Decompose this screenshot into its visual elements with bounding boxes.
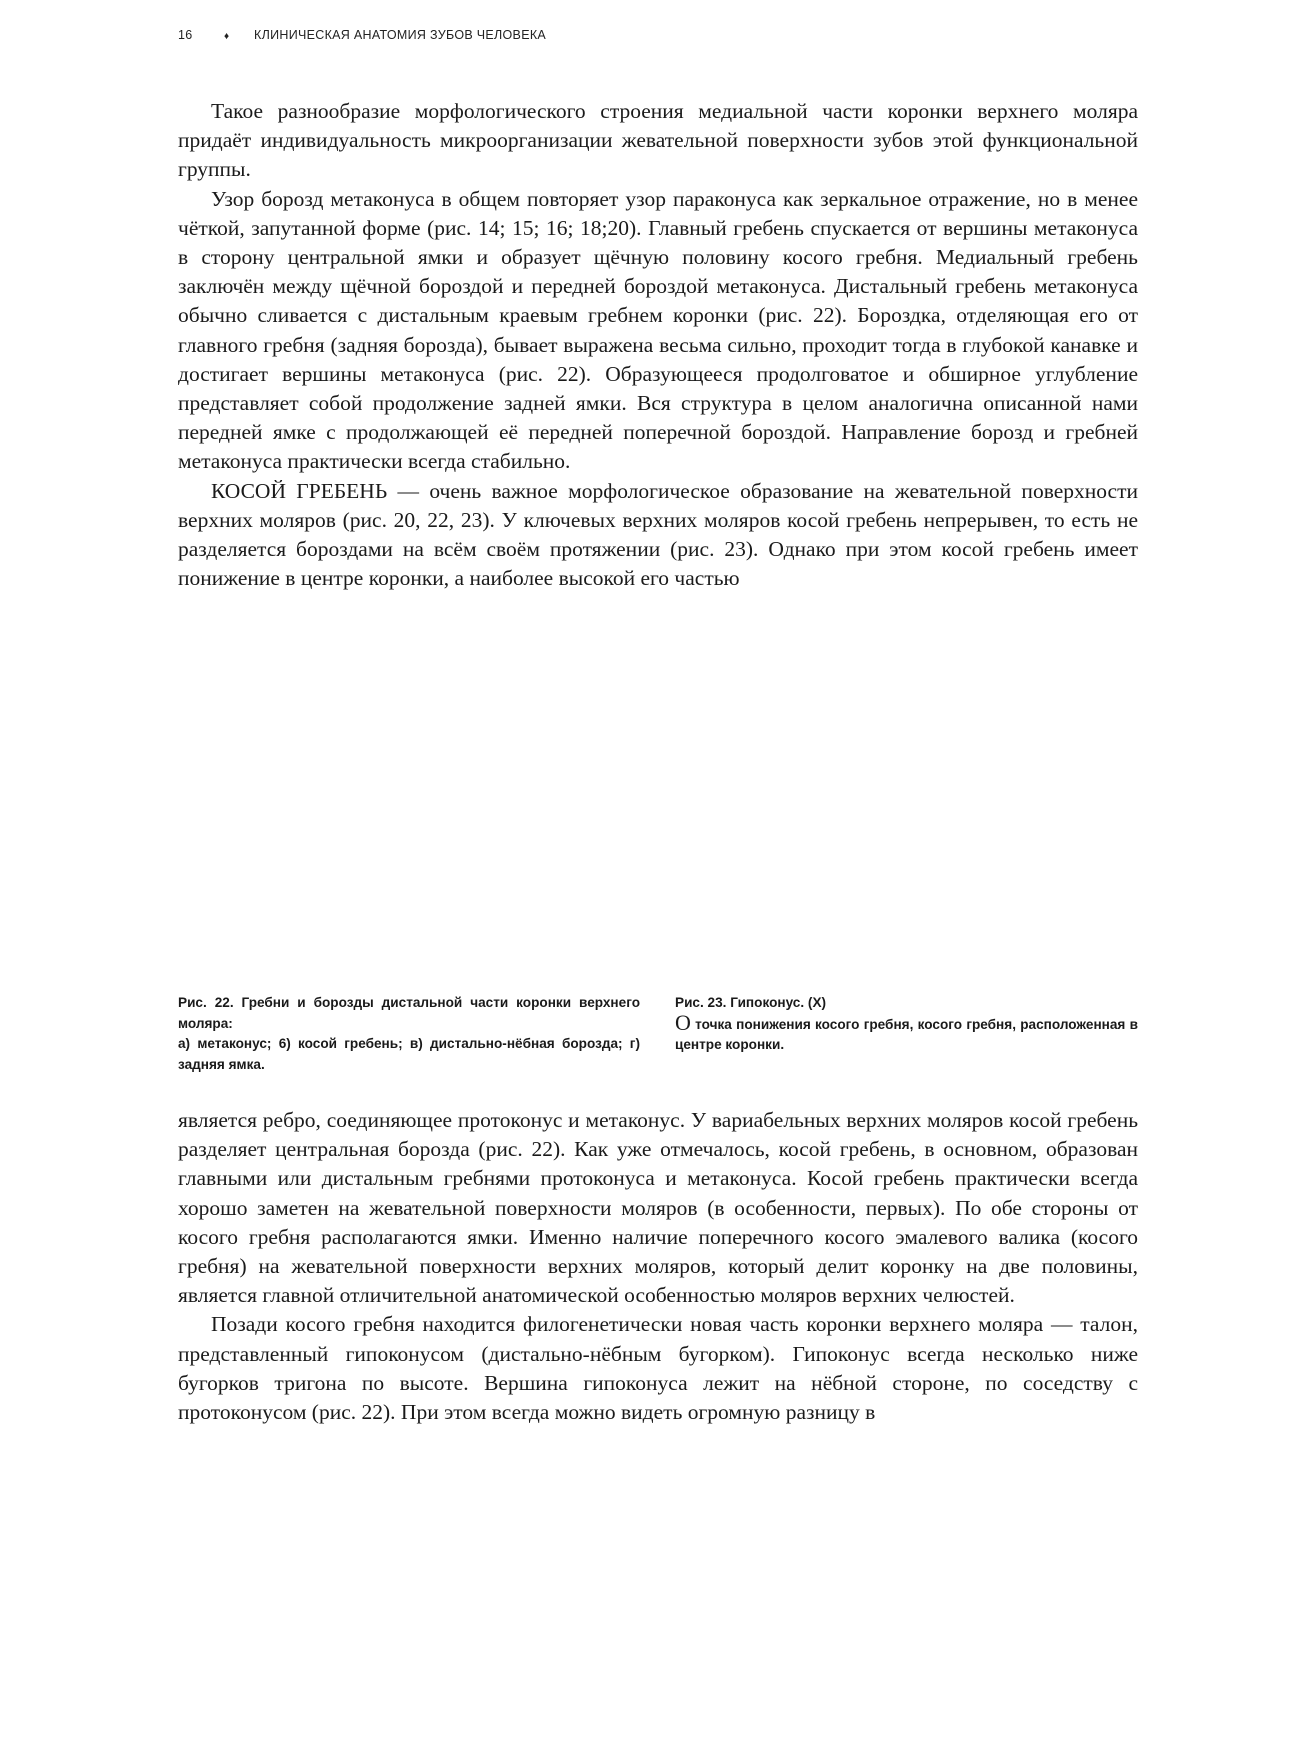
body-text-top [178, 97, 1138, 593]
paragraph-continued: является ребро, соединяющее протоконус и метаконус. У вариабельных верхних моляров косой гребень разделяет центральная борозда (рис. 22). Как уже отмечалось, косой гребень, в основном, образован главными или дистальным гребнями протоконуса и метаконуса. Косой гребень практически всегда хорошо заметен на жевательной поверхности моляров (в особенности, первых). По обе стороны от косого гребня располагаются ямки. Именно наличие поперечного косого эмалевого валика (косого гребня) на жевательной поверхности верхних моляров, который делит коронку на две половины, является главной отличительной анатомической особенностью моляров верхних челюстей. [178, 1108, 1138, 1308]
figure-23-legend: точка понижения косого гребня, косого гребня, расположенная в центре коронки. [675, 1016, 1138, 1052]
body-text-bottom [178, 1106, 1138, 1427]
running-header [178, 28, 546, 42]
paragraph: КОСОЙ ГРЕБЕНЬ — очень важное морфологическое образование на жевательной поверхности верхних моляров (рис. 20, 22, 23). У ключевых верхних моляров косой гребень непрерывен, то есть не разделяется бороздами на всём своём протяжении (рис. 23). Однако при этом косой гребень имеет понижение в центре коронки, а наиболее высокой его частью [178, 478, 1138, 591]
figure-22-caption [178, 993, 640, 1075]
figure-22-legend: а) метаконус; 6) косой гребень; в) дистально-нёбная борозда; г) задняя ямка. [178, 1036, 640, 1072]
header-separator: ♦ [224, 31, 230, 42]
figure-23-caption [675, 993, 1138, 1056]
page-number: 16 [178, 28, 193, 42]
figure-22-title: Рис. 22. Гребни и борозды дистальной части коронки верхнего моляра: [178, 995, 640, 1031]
figure-23-title: Рис. 23. Гипоконус. (X) [675, 995, 827, 1010]
paragraph: Такое разнообразие морфологического строения медиальной части коронки верхнего моляра придаёт индивидуальность микроорганизации жевательной поверхности зубов этой функциональной группы. [178, 99, 1138, 182]
figure-23-legend-row [675, 1009, 1138, 1056]
circle-mark-symbol: О [675, 1009, 691, 1035]
running-title: КЛИНИЧЕСКАЯ АНАТОМИЯ ЗУБОВ ЧЕЛОВЕКА [254, 28, 547, 42]
paragraph: Позади косого гребня находится филогенетически новая часть коронки верхнего моляра — талон, представленный гипоконусом (дистально-нёбным бугорком). Гипоконус всегда несколько ниже бугорков тригона по высоте. Вершина гипоконуса лежит на нёбной стороне, по соседству с протоконусом (рис. 22). При этом всегда можно видеть огромную разницу в [178, 1312, 1138, 1425]
paragraph: Узор борозд метаконуса в общем повторяет узор параконуса как зеркальное отражение, но в менее чёткой, запутанной форме (рис. 14; 15; 16; 18;20). Главный гребень спускается от вершины метаконуса в сторону центральной ямки и образует щёчную половину косого гребня. Медиальный гребень заключён между щёчной бороздой и передней бороздой метаконуса. Дистальный гребень метаконуса обычно сливается с дистальным краевым гребнем коронки (рис. 22). Бороздка, отделяющая его от главного гребня (задняя борозда), бывает выражена весьма сильно, проходит тогда в глубокой канавке и достигает вершины метаконуса (рис. 22). Образующееся продолговатое и обширное углубление представляет собой продолжение задней ямки. Вся структура в целом аналогична описанной нами передней ямке с продолжающей её передней поперечной бороздой. Направление борозд и гребней метаконуса практически всегда стабильно. [178, 186, 1138, 474]
